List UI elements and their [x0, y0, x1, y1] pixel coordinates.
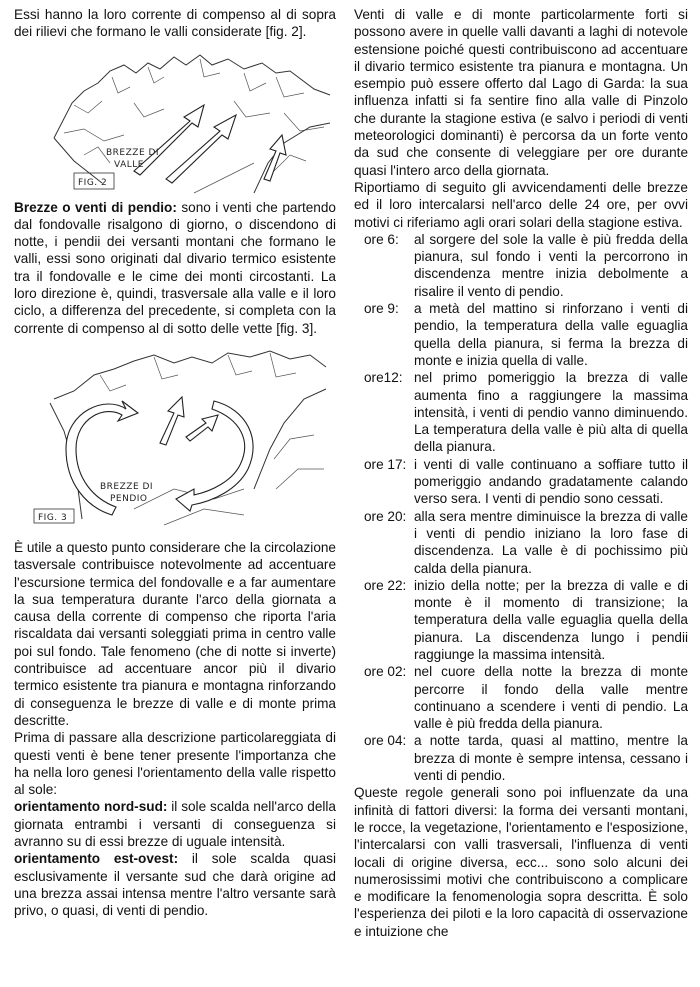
intro-paragraph: Essi hanno la loro corrente di compenso al di sopra dei rilievi che formano le valli considerate [fig. 2]. [14, 7, 336, 40]
pendio-title: Brezze o venti di pendio: [14, 199, 177, 215]
hour-item [354, 732, 688, 784]
fig3-caption-line1: BREZZE DI [100, 481, 154, 492]
hour-label: ore 22: [364, 577, 407, 593]
hour-text: a notte tarda, quasi al mattino, mentre la brezza di monte è sempre intensa, cessano i venti di pendio. [414, 733, 688, 784]
hour-text: nel primo pomeriggio la brezza di valle aumenta fino a raggiungere la massima intensità, i venti di pendio vanno diminuendo. La temperatura della valle è più alta di quella della pianura. [414, 370, 688, 455]
fig2-caption-line1: BREZZE DI [106, 147, 160, 158]
fig2-caption-line2: VALLE [114, 159, 144, 170]
closing-paragraph: Queste regole generali sono poi influenzate da una infinità di fattori diversi: la forma dei versanti montani, le rocce, la vegetazione, l'orientamento e l'esposizione, l'intercalarsi con valli trasversali, l'influenza di venti locali di origine diversa, ecc... sono solo alcuni dei numerosissimi motivi che contribuiscono a complicare e modificare la fenomenologia sopra descritta. È solo l'esperienza dei piloti e la loro capacità di osservazione e intuizione che [354, 785, 688, 939]
hour-item [354, 300, 688, 369]
figure-3 [14, 339, 336, 535]
hour-label: ore 02: [364, 664, 407, 680]
pendio-paragraph [14, 199, 336, 337]
figure-2 [14, 43, 336, 195]
right-column [354, 6, 688, 940]
hour-text: inizio della notte; per la brezza di valle e di monte è il momento di transizione; la temperatura della valle eguaglia quella della pianura. La discendenza lungo i pendii raggiunge la massima intensità. [414, 577, 688, 662]
hour-text: al sorgere del sole la valle è più fredda della pianura, sul fondo i venti la percorrono in discendenza mentre inizia debolmente a risalire il vento di pendio. [414, 231, 688, 299]
hour-text: nel cuore della notte la brezza di monte percorre il fondo della valle mentre continuano a scendere i venti di pendio. La valle è più fredda della pianura. [414, 664, 688, 732]
east-west-text: il sole scalda quasi esclusivamente il versante sud che darà origine ad una brezza assai intensa mentre l'altro versante sarà privo, o quasi, di venti di pendio. [14, 851, 336, 919]
slope-breeze-sketch [14, 339, 336, 535]
hour-text: a metà del mattino si rinforzano i venti di pendio, la temperatura della valle eguaglia quella della pianura, si ferma la brezza di monte e inizia quella di valle. [414, 301, 688, 368]
north-south-title: orientamento nord-sud: [14, 799, 168, 815]
fig3-label: FIG. 3 [38, 512, 68, 523]
hour-item [354, 369, 688, 455]
hour-label: ore 20: [364, 508, 407, 524]
lakes-paragraph: Venti di valle e di monte particolarmente forti si possono avere in quelle valli davanti a laghi di notevole estensione poiché questi contribuiscono ad accentuare il divario termico esistente tra pianura e montagna. Un esempio può essere offerto dal Lago di Garda: la sua influenza infatti si fa sentire fino alla valle di Pinzolo che durante la stagione estiva (e salvo i periodi di venti meteorologici dominanti) è percorsa da un forte vento da sud che consente di veleggiare per ore durante quasi l'intero arco della giornata. [354, 7, 688, 178]
fig3-caption-line2: PENDIO [110, 493, 148, 504]
hour-label: ore12: [364, 370, 403, 386]
hour-item [354, 231, 688, 300]
hour-item [354, 508, 688, 577]
hour-label: ore 17: [364, 456, 407, 472]
left-column [14, 6, 336, 920]
orientation-intro-paragraph: Prima di passare alla descrizione particolareggiata di questi venti è bene tener presente l'importanza che ha nella loro genesi l'orientamento della valle rispetto al sole: [14, 730, 336, 798]
hour-text: alla sera mentre diminuisce la brezza di valle i venti di pendio iniziano la loro fase di discendenza. La valle è di pochissimo più calda della pianura. [414, 508, 688, 576]
east-west-paragraph [14, 850, 336, 919]
hour-item [354, 456, 688, 508]
hour-label: ore 6: [364, 231, 399, 247]
pendio-text: sono i venti che partendo dal fondovalle risalgono di giorno, o discendono di notte, i pendii dei versanti montani che formano le valli, essi sono originati dal divario termico esistente tra il fondovalle e le cime dei monti circostanti. La loro direzione è, quindi, trasversale alla valle e il loro ciclo, a differenza del precedente, si completa con la corrente di compenso al di sotto delle vette [fig. 3]. [14, 199, 336, 336]
hour-item [354, 663, 688, 732]
east-west-title: orientamento est-ovest: [14, 851, 179, 867]
circulation-paragraph: È utile a questo punto considerare che la circolazione tasversale contribuisce notevolmente ad accentuare l'escursione termica del fondovalle e a far aumentare la sua temperatura durante l'arco della giornata a causa della corrente di compenso che riporta l'aria riscaldata dai versanti soleggiati prima in centro valle poi sul fondo. Tale fenomeno (che di notte si inverte) contribuisce ad accentuare ancor più il divario termico esistente tra pianura e montagna rinforzando di conseguenza le brezze di valle e di monte prima descritte. [14, 539, 336, 728]
north-south-text: il sole scalda nell'arco della giornata entrambi i versanti di conseguenza si avranno su di essi brezze di uguale intensità. [14, 799, 336, 850]
hourly-schedule-list [354, 231, 688, 785]
hour-text: i venti di valle continuano a soffiare tutto il pomeriggio andando gradatamente calando verso sera. I venti di pendio sono cessati. [414, 456, 688, 507]
hour-item [354, 577, 688, 663]
north-south-paragraph [14, 798, 336, 850]
hour-label: ore 9: [364, 301, 399, 317]
valley-breeze-sketch [14, 43, 336, 195]
hour-label: ore 04: [364, 733, 407, 749]
schedule-intro-paragraph: Riportiamo di seguito gli avvicendamenti delle brezze ed il loro intercalarsi nell'arco delle 24 ore, per ovvi motivi ci riferiamo agli orari solari della stagione estiva. [354, 179, 688, 230]
fig2-label: FIG. 2 [78, 177, 108, 188]
